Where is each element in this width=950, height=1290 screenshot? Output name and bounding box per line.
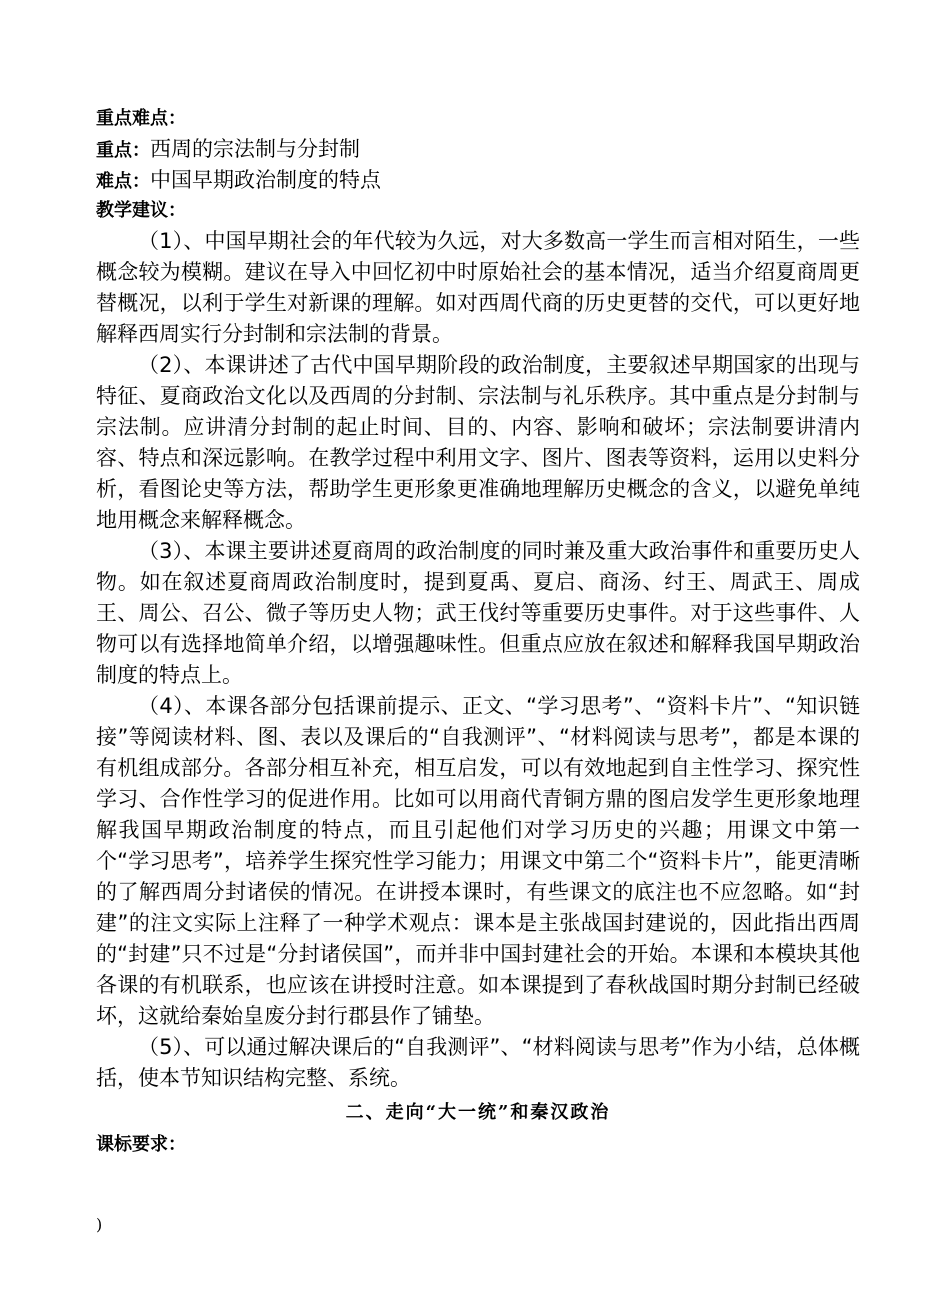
difficulty-label: 难点： [96, 171, 150, 192]
suggestion-paragraph-3: （3）、本课主要讲述夏商周的政治制度的同时兼及重大政治事件和重要历史人物。如在叙述夏商周政治制度时，提到夏禹、夏启、商汤、纣王、周武王、周成王、周公、召公、微子等历史人物；武王伐纣等重要历史事件。对于这些事件、人物可以有选择地简单介绍，以增强趣味性。但重点应放在叙述和解释我国早期政治制度的特点上。 [96, 539, 860, 687]
footer-mark: ) [96, 1215, 103, 1234]
suggestion-paragraph-4: （4）、本课各部分包括课前提示、正文、“学习思考”、“资料卡片”、“知识链接”等阅读材料、图、表以及课后的“自我测评”、“材料阅读与思考”，都是本课的有机组成部分。各部分相互补充，相互启发，可以有效地起到自主性学习、探究性学习、合作性学习的促进作用。比如可以用商代青铜方鼎的图启发学生更形象地理解我国早期政治制度的特点，而且引起他们对学习历史的兴趣；用课文中第一个“学习思考”，培养学生探究性学习能力；用课文中第二个“资料卡片”，能更清晰的了解西周分封诸侯的情况。在讲授本课时，有些课文的底注也不应忽略。如“封建”的注文实际上注释了一种学术观点：课本是主张战国封建说的，因此指出西周的“封建”只不过是“分封诸侯国”，而并非中国封建社会的开始。本课和本模块其他各课的有机联系，也应该在讲授时注意。如本课提到了春秋战国时期分封制已经破坏，这就给秦始皇废分封行郡县作了铺垫。 [96, 694, 860, 1028]
focus-line [96, 134, 860, 165]
document-page [96, 104, 860, 1160]
difficulty-line [96, 165, 860, 196]
teaching-suggestions-heading: 教学建议： [96, 200, 186, 221]
difficulty-value: 中国早期政治制度的特点 [150, 168, 381, 192]
focus-value: 西周的宗法制与分封制 [150, 137, 360, 161]
key-points-heading: 重点难点： [96, 108, 186, 129]
curriculum-requirements-heading: 课标要求： [96, 1134, 186, 1155]
suggestion-paragraph-1: （1）、中国早期社会的年代较为久远，对大多数高一学生而言相对陌生，一些概念较为模糊。建议在导入中回忆初中时原始社会的基本情况，适当介绍夏商周更替概况，以利于学生对新课的理解。如对西周代商的历史更替的交代，可以更好地解释西周实行分封制和宗法制的背景。 [96, 229, 860, 346]
focus-label: 重点： [96, 140, 150, 161]
suggestion-paragraph-5: （5）、可以通过解决课后的“自我测评”、“材料阅读与思考”作为小结，总体概括，使本节知识结构完整、系统。 [96, 1035, 860, 1090]
suggestion-paragraph-2: （2）、本课讲述了古代中国早期阶段的政治制度，主要叙述早期国家的出现与特征、夏商政治文化以及西周的分封制、宗法制与礼乐秩序。其中重点是分封制与宗法制。应讲清分封制的起止时间、目的、内容、影响和破坏；宗法制要讲清内容、特点和深远影响。在教学过程中利用文字、图片、图表等资料，运用以史料分析，看图论史等方法，帮助学生更形象更准确地理解历史概念的含义，以避免单纯地用概念来解释概念。 [96, 353, 860, 532]
section-title: 二、走向“大一统”和秦汉政治 [345, 1102, 611, 1123]
